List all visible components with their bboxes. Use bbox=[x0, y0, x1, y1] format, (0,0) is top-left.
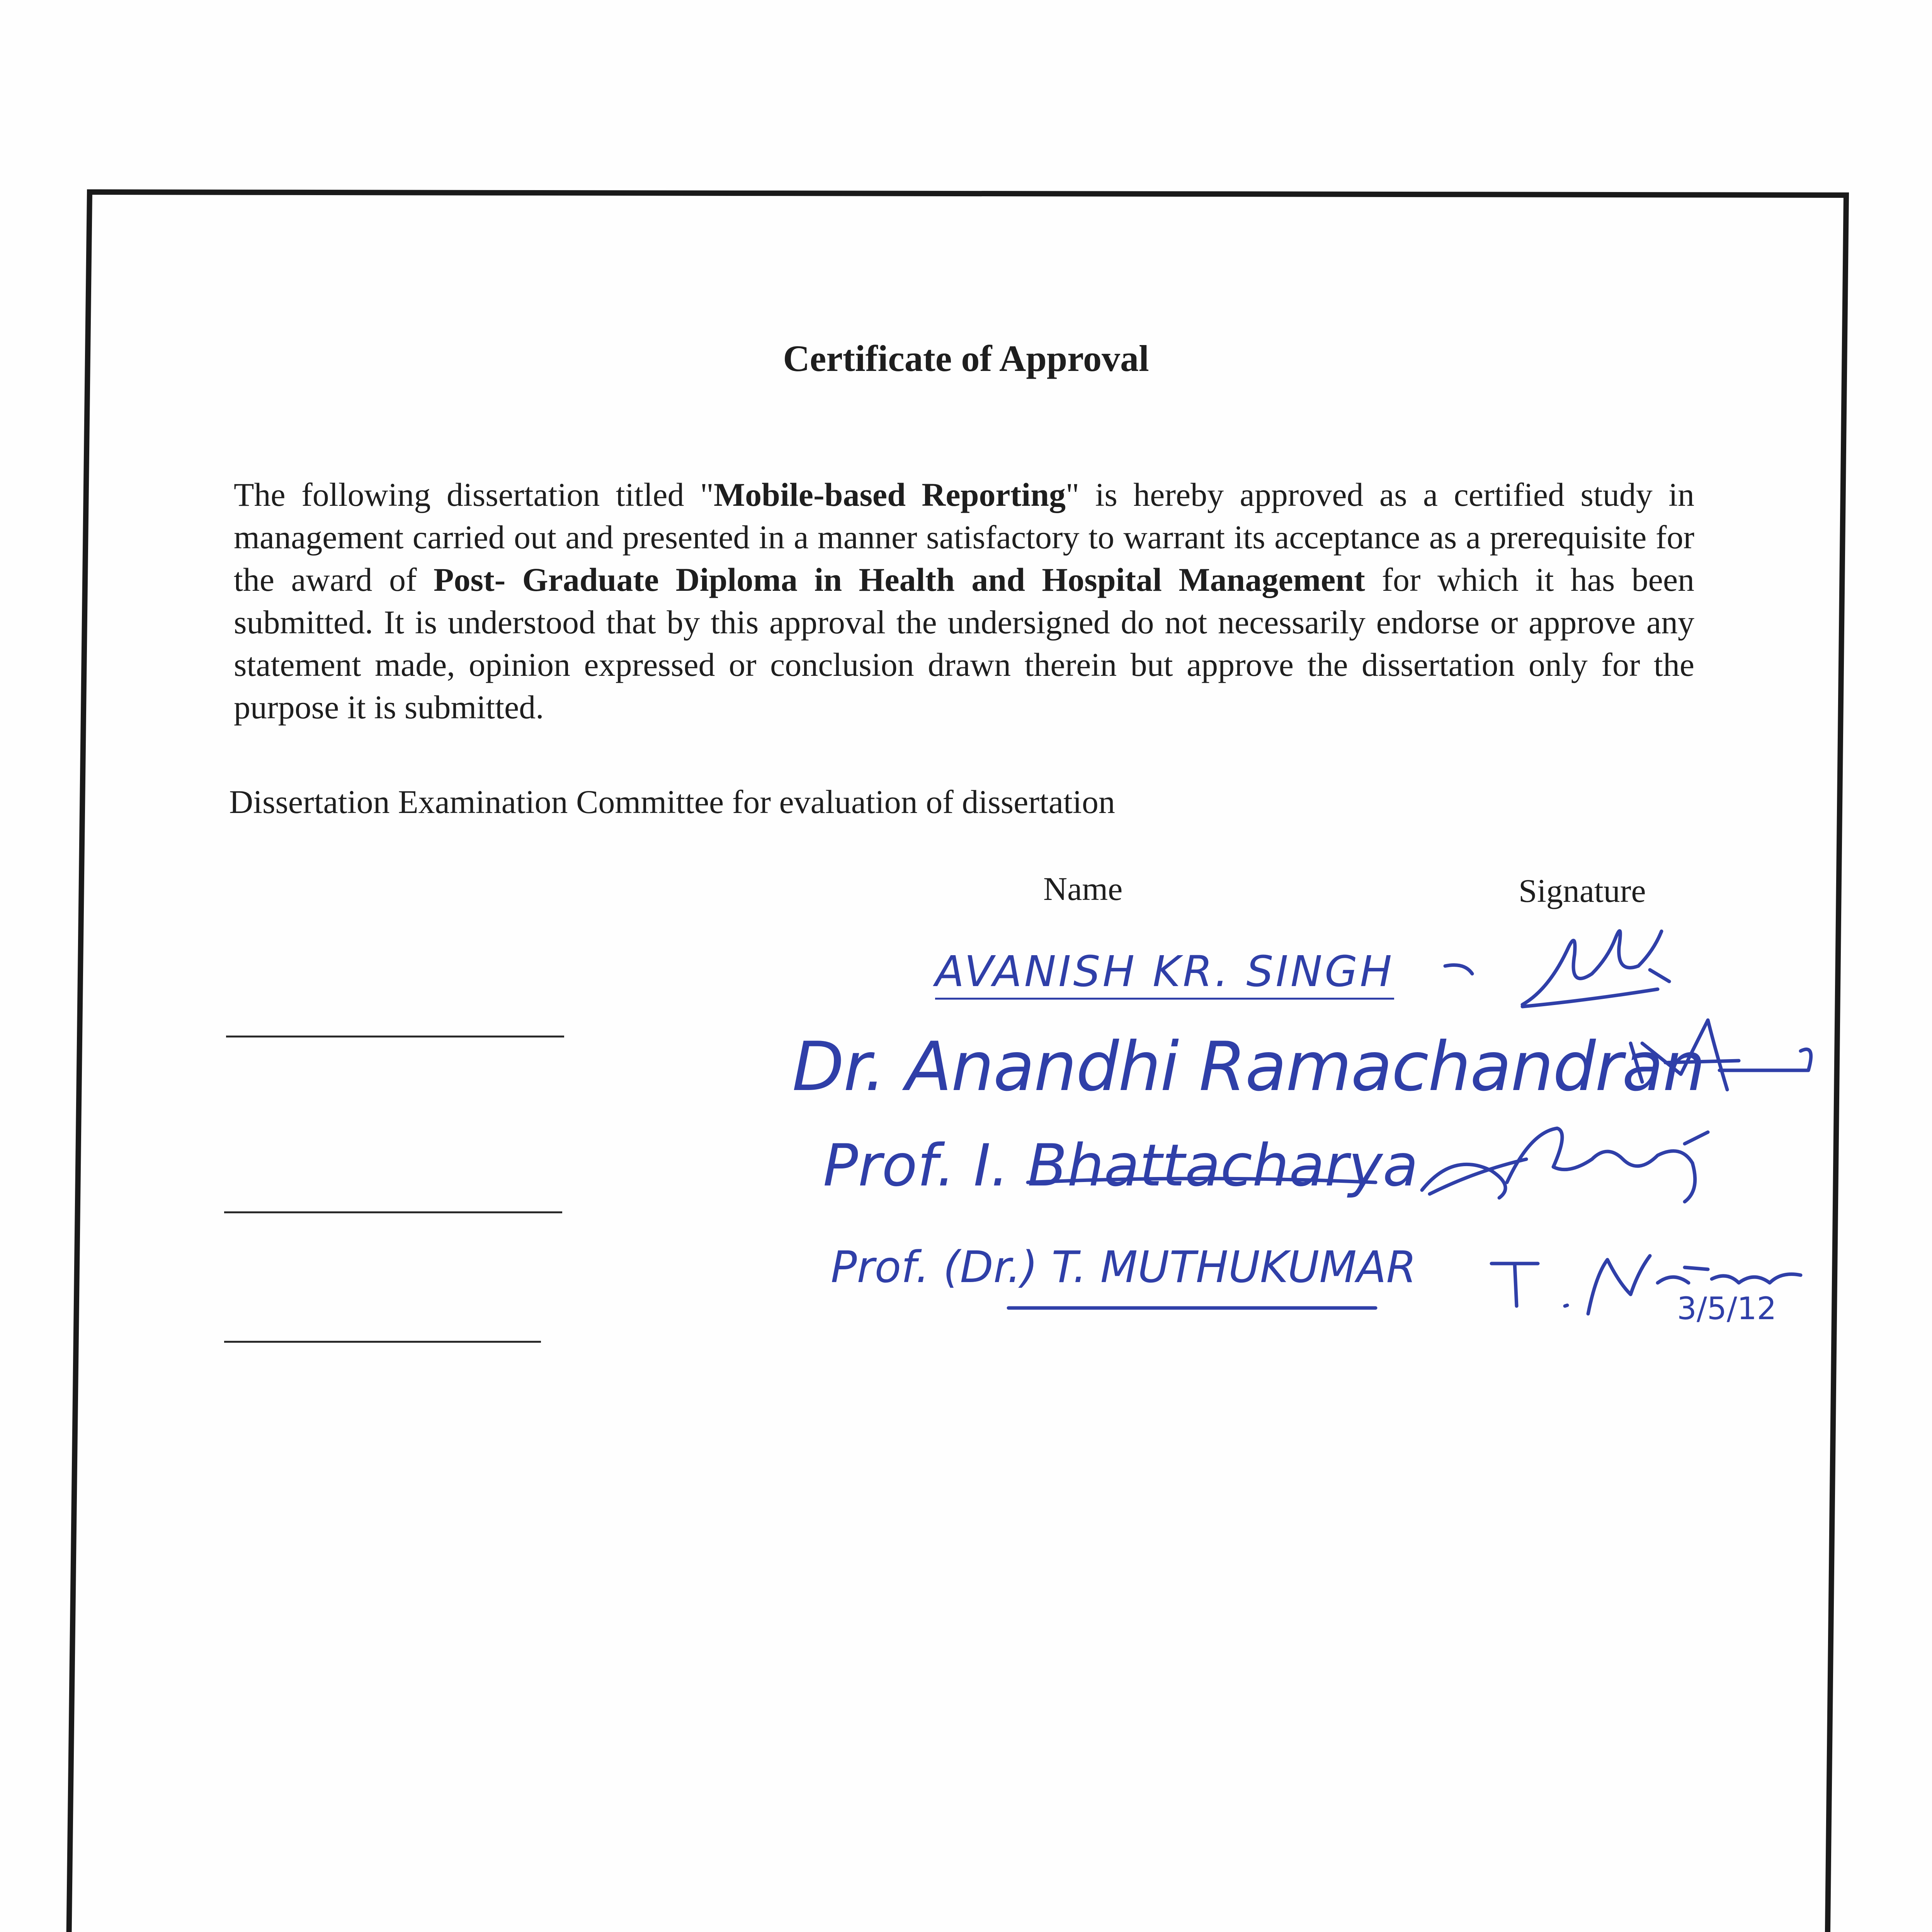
blank-line-1 bbox=[226, 1036, 564, 1037]
approval-paragraph bbox=[234, 473, 1694, 728]
blank-line-2 bbox=[224, 1211, 562, 1213]
certificate-title: Certificate of Approval bbox=[783, 338, 1149, 379]
committee-heading: Dissertation Examination Committee for evaluation of dissertation bbox=[229, 783, 1115, 820]
dissertation-title: Mobile-based Reporting bbox=[714, 476, 1066, 513]
signature-3 bbox=[1422, 1128, 1708, 1202]
signature-column-header: Signature bbox=[1519, 872, 1646, 909]
member-1-name: AVANISH KR. SINGH bbox=[935, 947, 1394, 1000]
member-3-name: Prof. I. Bhattacharya bbox=[823, 1132, 1418, 1199]
signature-1 bbox=[1522, 931, 1669, 1007]
dash-mark bbox=[1445, 965, 1472, 974]
name-column-header: Name bbox=[1043, 870, 1123, 907]
signature-date: 3/5/12 bbox=[1677, 1291, 1777, 1327]
member-4-name: Prof. (Dr.) T. MUTHUKUMAR bbox=[831, 1242, 1417, 1293]
member-2-name: Dr. Anandhi Ramachandran bbox=[792, 1028, 1705, 1106]
blank-line-3 bbox=[224, 1341, 541, 1343]
paragraph-part-2: " is hereby approved as a certified study in management carried out and presented in a manner satisfactory to warrant its acceptance as a prerequisite for the award of bbox=[234, 476, 1694, 598]
paragraph-part-1: The following dissertation titled " bbox=[234, 476, 714, 513]
paragraph-part-3: for which it has been submitted. It is understood that by this approval the undersigned do not necessarily endorse or approve any statement made, opinion expressed or conclusion drawn therein but approve the dissertation only for the purpose it is submitted. bbox=[234, 561, 1695, 726]
award-name: Post- Graduate Diploma in Health and Hospital Management bbox=[433, 561, 1365, 598]
